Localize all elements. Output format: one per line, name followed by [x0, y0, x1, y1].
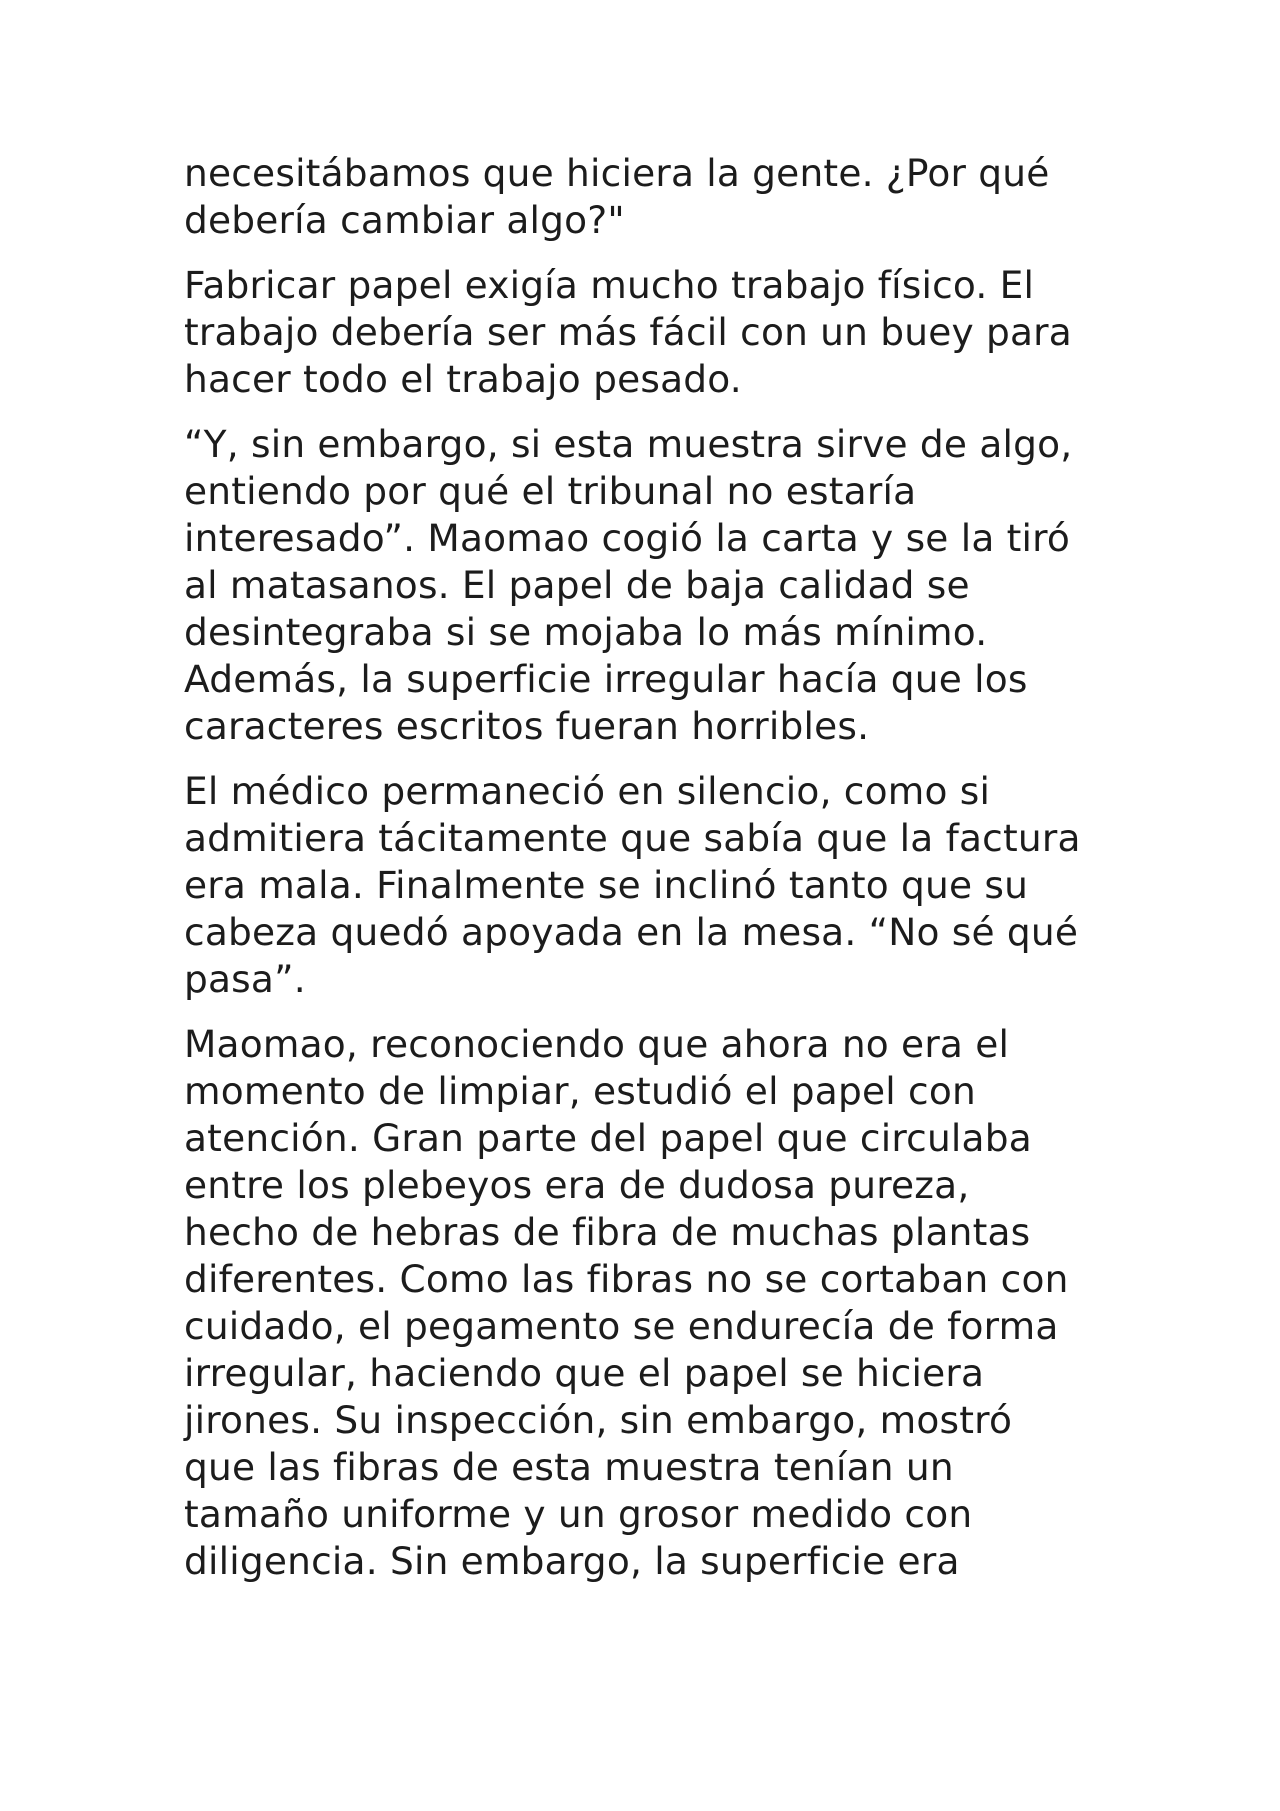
text-line: Maomao, reconociendo que ahora no era el	[184, 1022, 1010, 1066]
text-line: jirones. Su inspección, sin embargo, mostró	[184, 1398, 1013, 1442]
text-line: “Y, sin embargo, si esta muestra sirve de algo,	[184, 422, 1073, 466]
text-line: diferentes. Como las fibras no se cortaban con	[184, 1257, 1069, 1301]
text-line: caracteres escritos fueran horribles.	[184, 704, 870, 748]
text-line: irregular, haciendo que el papel se hiciera	[184, 1351, 985, 1395]
text-line: hacer todo el trabajo pesado.	[184, 357, 742, 401]
text-line: que las fibras de esta muestra tenían un	[184, 1445, 954, 1489]
text-line: tamaño uniforme y un grosor medido con	[184, 1492, 973, 1536]
text-line: interesado”. Maomao cogió la carta y se la tiró	[184, 516, 1071, 560]
paragraph-1	[184, 150, 1124, 244]
text-line: atención. Gran parte del papel que circulaba	[184, 1116, 1032, 1160]
text-line: entiendo por qué el tribunal no estaría	[184, 469, 917, 513]
text-line: trabajo debería ser más fácil con un buey para	[184, 310, 1072, 354]
text-line: necesitábamos que hiciera la gente. ¿Por qué	[184, 151, 1050, 195]
text-line: al matasanos. El papel de baja calidad se	[184, 563, 970, 607]
text-line: cabeza quedó apoyada en la mesa. “No sé qué	[184, 910, 1079, 954]
text-line: entre los plebeyos era de dudosa pureza,	[184, 1163, 970, 1207]
text-line: era mala. Finalmente se inclinó tanto que su	[184, 863, 1029, 907]
paragraph-5	[184, 1021, 1124, 1585]
text-line: pasa”.	[184, 957, 306, 1001]
text-line: momento de limpiar, estudió el papel con	[184, 1069, 976, 1113]
document-page	[184, 150, 1124, 1603]
paragraph-2	[184, 262, 1124, 403]
text-line: Además, la superficie irregular hacía que los	[184, 657, 1028, 701]
text-line: debería cambiar algo?"	[184, 198, 625, 242]
text-line: admitiera tácitamente que sabía que la factura	[184, 816, 1081, 860]
text-line: cuidado, el pegamento se endurecía de forma	[184, 1304, 1059, 1348]
text-line: diligencia. Sin embargo, la superficie era	[184, 1539, 960, 1583]
text-line: desintegraba si se mojaba lo más mínimo.	[184, 610, 988, 654]
text-line: El médico permaneció en silencio, como si	[184, 769, 991, 813]
paragraph-4	[184, 768, 1124, 1003]
paragraph-3	[184, 421, 1124, 750]
text-line: Fabricar papel exigía mucho trabajo físico. El	[184, 263, 1035, 307]
text-line: hecho de hebras de fibra de muchas plantas	[184, 1210, 1031, 1254]
